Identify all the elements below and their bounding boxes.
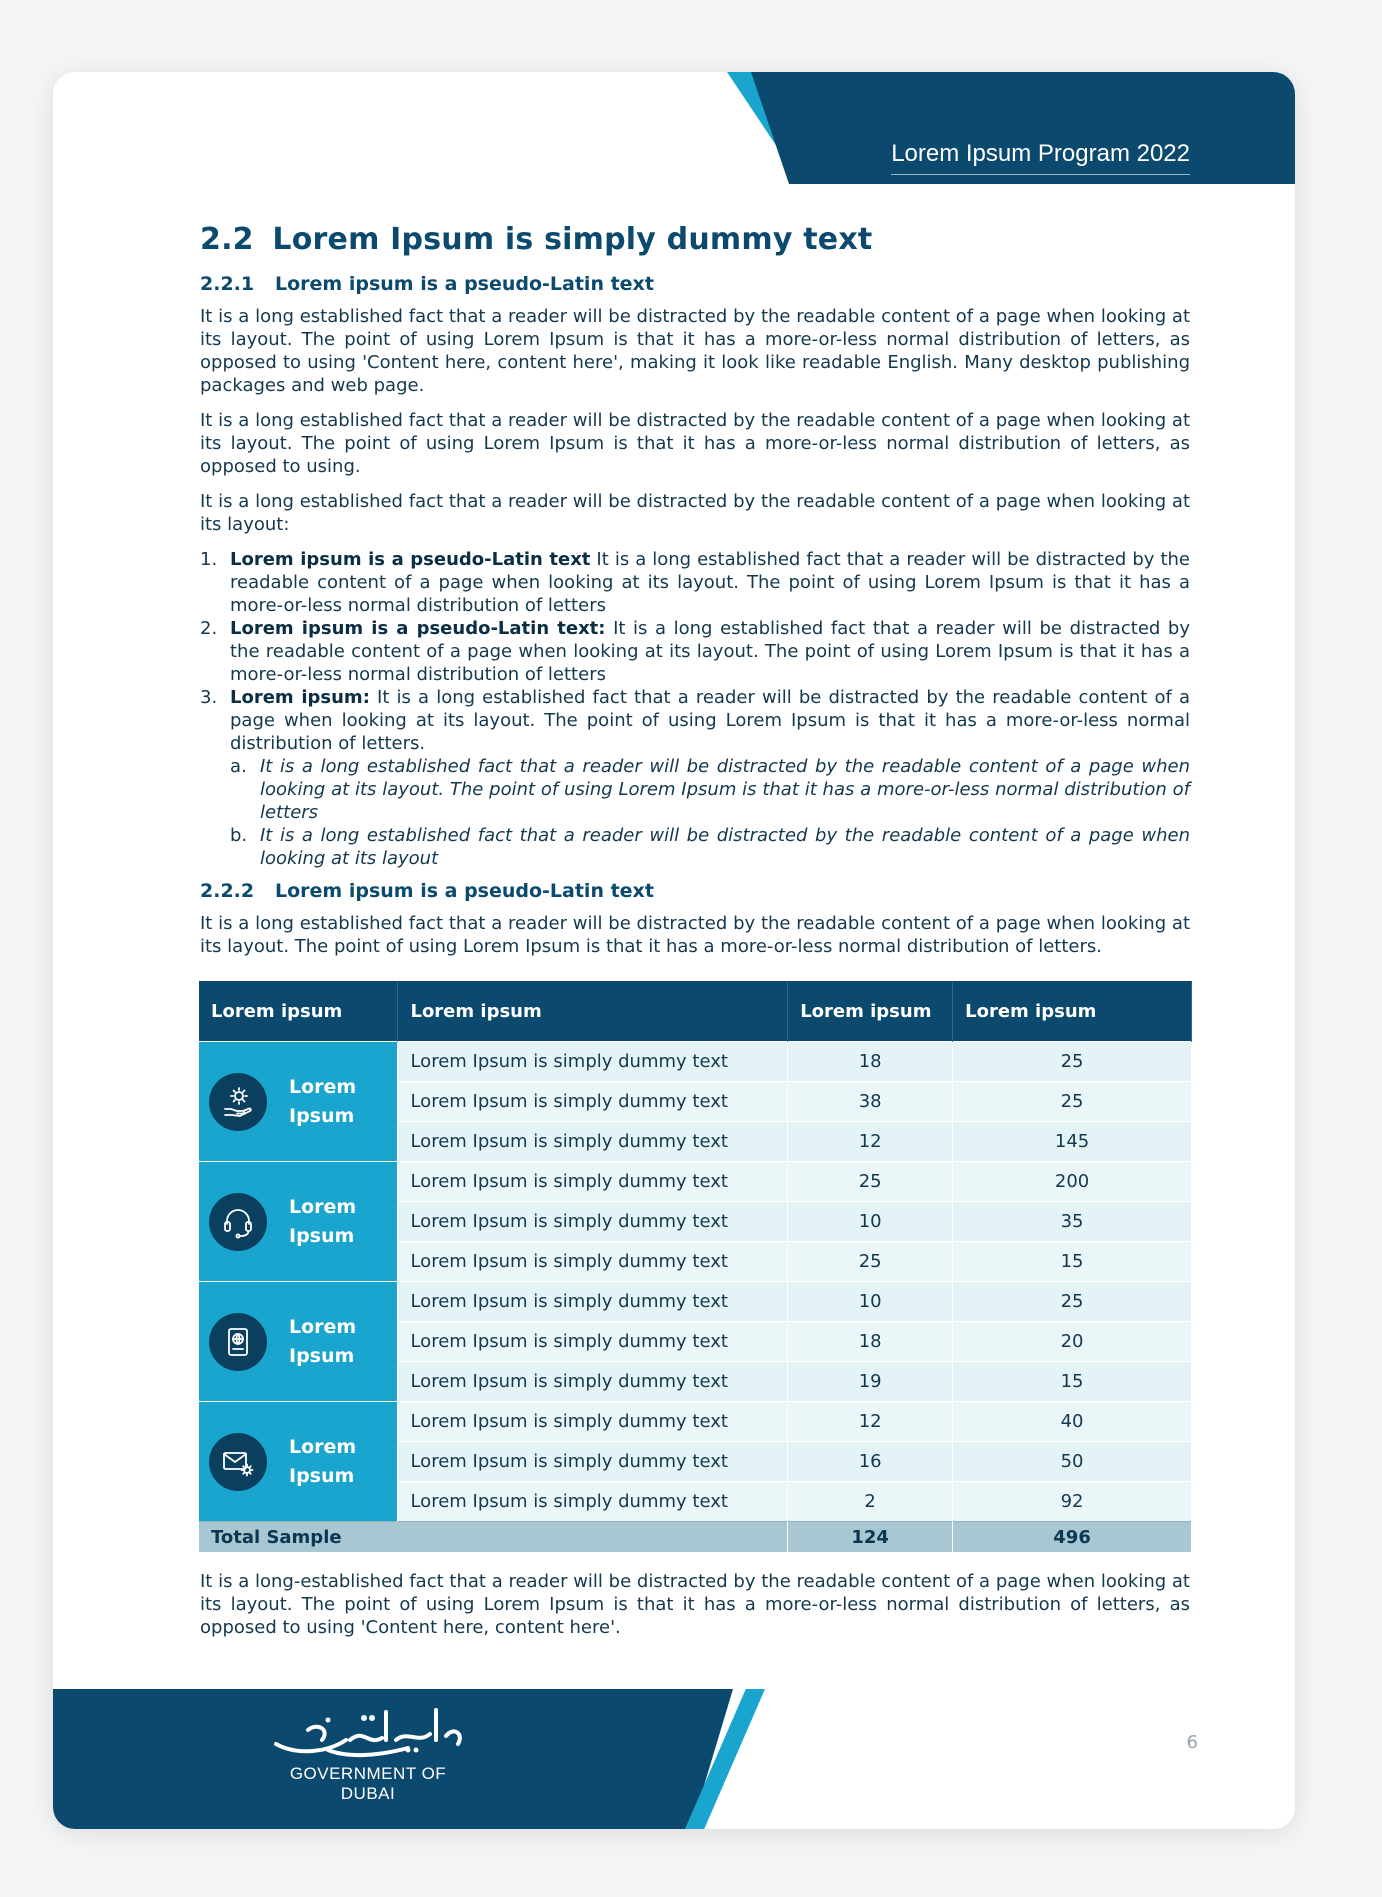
passport-icon [209,1313,267,1371]
table-cell: Lorem Ipsum is simply dummy text [398,1322,788,1362]
table-cell: Lorem Ipsum is simply dummy text [398,1242,788,1282]
table-cell-number: 16 [788,1442,953,1482]
header-title: Lorem Ipsum Program 2022 [891,140,1190,175]
sublist-item-text: It is a long established fact that a reader will be distracted by the readable content of a page when looking at its layout. The point of using Lorem Ipsum is that it has a more-or-less normal distribution of letters [260,756,1190,823]
table-cell-number: 20 [953,1322,1192,1362]
list-item-text: It is a long established fact that a reader will be distracted by the readable content of a page when looking at its layout. The point of using Lorem Ipsum is that it has a more-or-less normal distribution of letters [230,618,1190,685]
table-row [199,1282,1192,1322]
table-cell-number: 10 [788,1202,953,1242]
table-header: Lorem ipsum [953,981,1192,1042]
table-row [199,1042,1192,1082]
table-cell-number: 92 [953,1482,1192,1522]
sublist-item [230,824,1190,870]
table-cell-number: 200 [953,1162,1192,1202]
table-total-row [199,1522,1192,1553]
list-marker: 3. [200,687,218,708]
table-cell-number: 18 [788,1322,953,1362]
section-title: Lorem Ipsum is simply dummy text [272,222,873,257]
list-item [200,686,1190,870]
table-cell: Lorem Ipsum is simply dummy text [398,1442,788,1482]
list-item-bold: Lorem ipsum: [230,687,370,708]
table-cell: Lorem Ipsum is simply dummy text [398,1202,788,1242]
mail-gear-icon [209,1433,267,1491]
sublist-marker: a. [230,756,247,777]
list-item [200,617,1190,686]
table-cell-number: 19 [788,1362,953,1402]
table-cell: Lorem Ipsum is simply dummy text [398,1282,788,1322]
list-item-text: It is a long established fact that a reader will be distracted by the readable content of a page when looking at its layout. The point of using Lorem Ipsum is that it has a more-or-less normal distribution of letters. [230,687,1190,754]
table-cell-number: 15 [953,1362,1192,1402]
table-header-row [199,981,1192,1042]
group-label: Lorem [289,1315,357,1338]
subsection-title-2: Lorem ipsum is a pseudo-Latin text [275,880,654,902]
section-heading [200,222,1190,257]
total-label: Total Sample [199,1522,788,1553]
hand-gear-icon [209,1073,267,1131]
table-header: Lorem ipsum [199,981,398,1042]
paragraph-3: It is a long established fact that a reader will be distracted by the readable content of a page when looking at its layout: [200,491,1190,535]
group-cell [199,1282,398,1402]
table-cell-number: 18 [788,1042,953,1082]
group-label: Ipsum [289,1344,355,1367]
table-cell-number: 25 [953,1282,1192,1322]
table-cell-number: 40 [953,1402,1192,1442]
subsection-heading-2 [200,880,1190,902]
paragraph-5: It is a long-established fact that a reader will be distracted by the readable content of a page when looking at its layout. The point of using Lorem Ipsum is that it has a more-or-less normal distribution of letters, as opposed to using 'Content here, content here'. [200,1571,1190,1638]
paragraph-1: It is a long established fact that a reader will be distracted by the readable content of a page when looking at its layout. The point of using Lorem Ipsum is that it has a more-or-less normal distribution of letters, as opposed to using 'Content here, content here', making it look like readable English. Many desktop publishing packages and web page. [200,306,1190,396]
list-item [200,548,1190,617]
group-label: Lorem [289,1195,357,1218]
table-cell-number: 12 [788,1122,953,1162]
subsection-heading-1 [200,273,1190,295]
table-cell: Lorem Ipsum is simply dummy text [398,1122,788,1162]
headset-icon [209,1193,267,1251]
group-label: Ipsum [289,1224,355,1247]
group-label: Ipsum [289,1104,355,1127]
subsection-number-2: 2.2.2 [200,880,255,902]
paragraph-2: It is a long established fact that a reader will be distracted by the readable content of a page when looking at its layout. The point of using Lorem Ipsum is that it has a more-or-less normal distribution of letters, as opposed to using. [200,410,1190,477]
dubai-calligraphy-icon [268,1700,468,1758]
section-number: 2.2 [200,222,254,257]
table-cell-number: 25 [953,1082,1192,1122]
table-header: Lorem ipsum [398,981,788,1042]
lettered-sublist [230,755,1190,870]
table-cell-number: 38 [788,1082,953,1122]
table-cell-number: 25 [953,1042,1192,1082]
page-number: 6 [1186,1732,1198,1753]
table-cell-number: 15 [953,1242,1192,1282]
group-cell [199,1402,398,1522]
numbered-list [200,548,1190,870]
sublist-item-text: It is a long established fact that a reader will be distracted by the readable content of a page when looking at its layout [260,825,1190,869]
table-cell: Lorem Ipsum is simply dummy text [398,1162,788,1202]
list-marker: 2. [200,618,218,639]
table-cell-number: 2 [788,1482,953,1522]
group-label: Ipsum [289,1464,355,1487]
total-value: 496 [953,1522,1192,1553]
list-marker: 1. [200,549,218,570]
table-header: Lorem ipsum [788,981,953,1042]
group-cell [199,1162,398,1282]
subsection-number-1: 2.2.1 [200,273,255,295]
content-area [200,222,1190,970]
group-label: Lorem [289,1435,357,1458]
group-cell [199,1042,398,1162]
table-cell-number: 145 [953,1122,1192,1162]
table-cell-number: 50 [953,1442,1192,1482]
table-cell: Lorem Ipsum is simply dummy text [398,1042,788,1082]
sublist-marker: b. [230,825,248,846]
table-cell: Lorem Ipsum is simply dummy text [398,1362,788,1402]
document-page [53,72,1295,1829]
list-item-text: It is a long established fact that a reader will be distracted by the readable content of a page when looking at its layout. The point of using Lorem Ipsum is that it has a more-or-less normal distribution of letters [230,549,1190,616]
table-cell-number: 10 [788,1282,953,1322]
data-table [199,981,1192,1552]
table-row [199,1162,1192,1202]
table-cell: Lorem Ipsum is simply dummy text [398,1482,788,1522]
table-cell: Lorem Ipsum is simply dummy text [398,1082,788,1122]
table-cell-number: 12 [788,1402,953,1442]
list-item-bold: Lorem ipsum is a pseudo-Latin text: [230,618,606,639]
table-row [199,1402,1192,1442]
list-item-bold: Lorem ipsum is a pseudo-Latin text [230,549,591,570]
government-of-dubai-logo [263,1700,473,1804]
paragraph-4: It is a long established fact that a reader will be distracted by the readable content of a page when looking at its layout. The point of using Lorem Ipsum is that it has a more-or-less normal distribution of letters. [200,913,1190,957]
group-label: Lorem [289,1075,357,1098]
subsection-title-1: Lorem ipsum is a pseudo-Latin text [275,273,654,295]
logo-text: GOVERNMENT OF DUBAI [289,1764,447,1803]
table-cell: Lorem Ipsum is simply dummy text [398,1402,788,1442]
table-cell-number: 25 [788,1242,953,1282]
table-cell-number: 25 [788,1162,953,1202]
sublist-item [230,755,1190,824]
total-value: 124 [788,1522,953,1553]
table-cell-number: 35 [953,1202,1192,1242]
